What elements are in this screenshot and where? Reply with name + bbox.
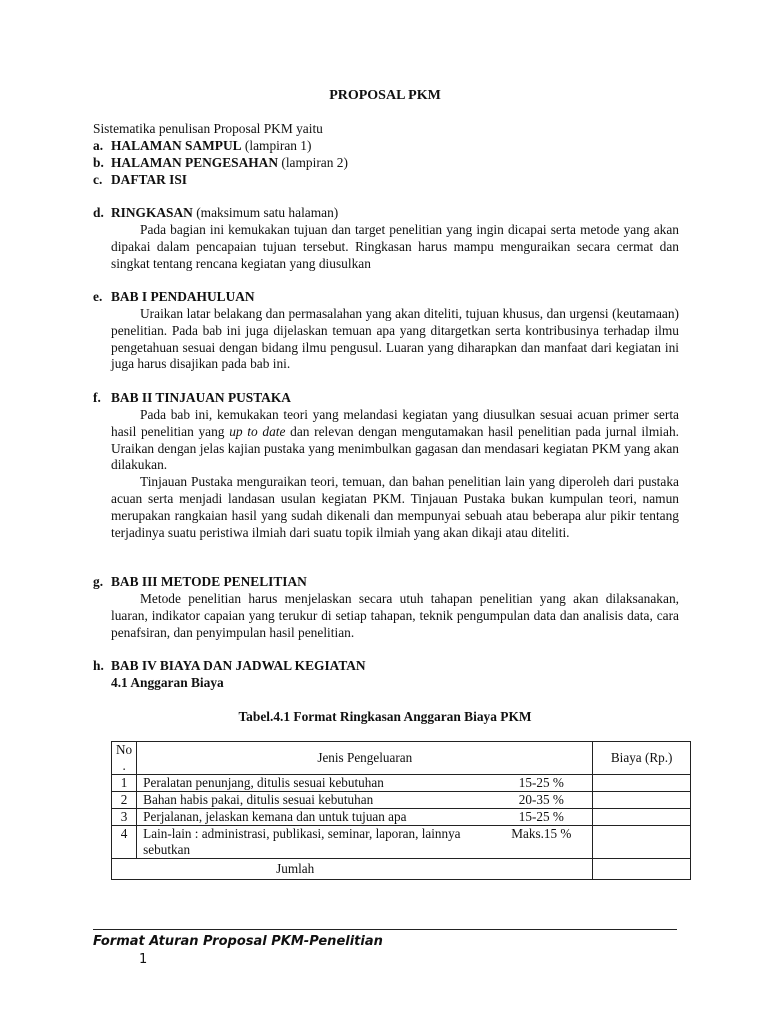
section-marker: g. <box>93 574 104 589</box>
section-heading-label: RINGKASAN <box>111 205 193 220</box>
list-item-daftar-isi <box>93 172 348 189</box>
list-item-label: DAFTAR ISI <box>111 172 188 187</box>
header-no: No . <box>112 742 137 775</box>
budget-table <box>111 741 691 880</box>
section-pendahuluan <box>93 289 679 373</box>
list-marker: a. <box>93 138 104 153</box>
list-item-halaman-sampul <box>93 138 348 155</box>
table-row <box>112 792 691 809</box>
section-heading-label: BAB III METODE PENELITIAN <box>111 574 307 589</box>
section-marker: f. <box>93 390 101 405</box>
header-biaya: Biaya (Rp.) <box>593 742 691 775</box>
cell-jenis <box>137 792 593 809</box>
cell-no: 4 <box>112 826 137 859</box>
section-heading <box>93 390 679 407</box>
list-marker: b. <box>93 155 104 170</box>
section-metode-penelitian <box>93 574 679 641</box>
cell-persen: 15-25 % <box>518 775 564 790</box>
page-number: 1 <box>139 951 148 967</box>
section-heading-label: BAB II TINJAUAN PUSTAKA <box>111 390 291 405</box>
cell-biaya <box>593 826 691 859</box>
cell-total-value <box>593 859 691 880</box>
cell-jenis-text: Bahan habis pakai, ditulis sesuai kebutuhan <box>143 792 374 807</box>
section-paragraph <box>111 407 679 474</box>
cell-biaya <box>593 809 691 826</box>
section-biaya-jadwal <box>93 658 679 692</box>
section-heading <box>93 289 679 306</box>
section-marker: h. <box>93 658 104 673</box>
section-paragraph: Metode penelitian harus menjelaskan secara utuh tahapan penelitian yang akan dilaksanakan, luaran, indikator capaian yang terukur di setiap tahapan, teknik pengumpulan data dan analisis data, cara penafsiran, dan penyimpulan hasil penelitian. <box>111 591 679 640</box>
table-caption: Tabel.4.1 Format Ringkasan Anggaran Biaya PKM <box>238 709 532 724</box>
paragraph-text: dan relevan dengan mengutamakan hasil penelitian pada jurnal ilmiah. Uraikan dengan jelas kajian pustaka yang menimbulkan gagasan dan mendasari kegiatan PKM yang akan dilakukan. <box>111 423 679 473</box>
list-item-note: (lampiran 1) <box>241 138 312 153</box>
cell-jenis-text: Perjalanan, jelaskan kemana dan untuk tujuan apa <box>143 809 407 824</box>
cell-persen: 20-35 % <box>518 792 564 807</box>
section-ringkasan <box>93 205 679 272</box>
list-item-label: HALAMAN PENGESAHAN <box>111 155 279 170</box>
section-tinjauan-pustaka <box>93 390 679 541</box>
section-paragraph: Uraikan latar belakang dan permasalahan yang akan diteliti, tujuan khusus, dan urgensi (keutamaan) penelitian. Pada bab ini juga dijelaskan temuan apa yang ditargetkan serta kontribusinya terhadap ilmu pengetahuan sesuai dengan bidang ilmu pengusul. Luaran yang diharapkan dan manfaat dari kegiatan ini juga harus disajikan pada bab ini. <box>111 306 679 372</box>
cell-jenis-text: Peralatan penunjang, ditulis sesuai kebutuhan <box>143 775 384 790</box>
cell-jenis <box>137 826 593 859</box>
cell-jenis <box>137 809 593 826</box>
list-item-halaman-pengesahan <box>93 155 348 172</box>
section-heading-label: BAB IV BIAYA DAN JADWAL KEGIATAN <box>111 658 366 673</box>
table-header-row <box>112 742 691 775</box>
section-paragraph: Tinjauan Pustaka menguraikan teori, temuan, dan bahan penelitian lain yang diperoleh dari pustaka acuan serta menjadi landasan usulan kegiatan PKM. Tinjauan Pustaka bukan kumpulan teori, namun merupakan rangkaian hasil yang sudah dikenali dan mempunyai sebuah atau beberapa alur pikir tentang terjadinya suatu peristiwa ilmiah dari suatu topik ilmiah yang akan dikaji atau diteliti. <box>111 474 679 540</box>
table-total-row <box>112 859 691 880</box>
table-row <box>112 775 691 792</box>
intro-lead: Sistematika penulisan Proposal PKM yaitu <box>93 121 323 136</box>
section-marker: e. <box>93 289 103 304</box>
cell-no: 3 <box>112 809 137 826</box>
paragraph-text: Pada bab ini, kemukakan teori yang melandasi kegiatan yang diusulkan sesuai acuan primer serta hasil penelitian yang <box>111 407 679 439</box>
cell-jenis <box>137 775 593 792</box>
cell-persen: 15-25 % <box>518 809 564 824</box>
cell-biaya <box>593 792 691 809</box>
cell-no: 2 <box>112 792 137 809</box>
subsection-heading: 4.1 Anggaran Biaya <box>111 675 224 690</box>
header-jenis-pengeluaran: Jenis Pengeluaran <box>137 742 593 775</box>
footer-text: Format Aturan Proposal PKM-Penelitian <box>93 934 383 949</box>
paragraph-italic-text: up to date <box>229 423 286 439</box>
cell-persen: Maks.15 % <box>511 826 572 841</box>
cell-no: 1 <box>112 775 137 792</box>
section-marker: d. <box>93 205 104 220</box>
section-heading <box>93 658 679 675</box>
section-heading-label: BAB I PENDAHULUAN <box>111 289 255 304</box>
section-heading <box>93 574 679 591</box>
intro-block <box>93 121 348 189</box>
section-heading-note: (maksimum satu halaman) <box>192 205 339 220</box>
section-paragraph: Pada bagian ini kemukakan tujuan dan target penelitian yang ingin dicapai serta metode yang akan dipakai dalam pencapaian tujuan tersebut. Ringkasan harus mampu menguraikan secara cermat dan singkat tentang rencana kegiatan yang diusulkan <box>111 222 679 271</box>
table-row <box>112 809 691 826</box>
cell-biaya <box>593 775 691 792</box>
section-heading <box>93 205 679 222</box>
page-footer <box>93 929 677 969</box>
list-item-note: (lampiran 2) <box>278 155 348 170</box>
cell-jenis-text: Lain-lain : administrasi, publikasi, seminar, laporan, lainnya sebutkan <box>143 826 461 857</box>
list-marker: c. <box>93 172 103 187</box>
cell-total-label: Jumlah <box>112 859 593 880</box>
page-title: PROPOSAL PKM <box>329 88 441 103</box>
list-item-label: HALAMAN SAMPUL <box>111 138 242 153</box>
table-row <box>112 826 691 859</box>
